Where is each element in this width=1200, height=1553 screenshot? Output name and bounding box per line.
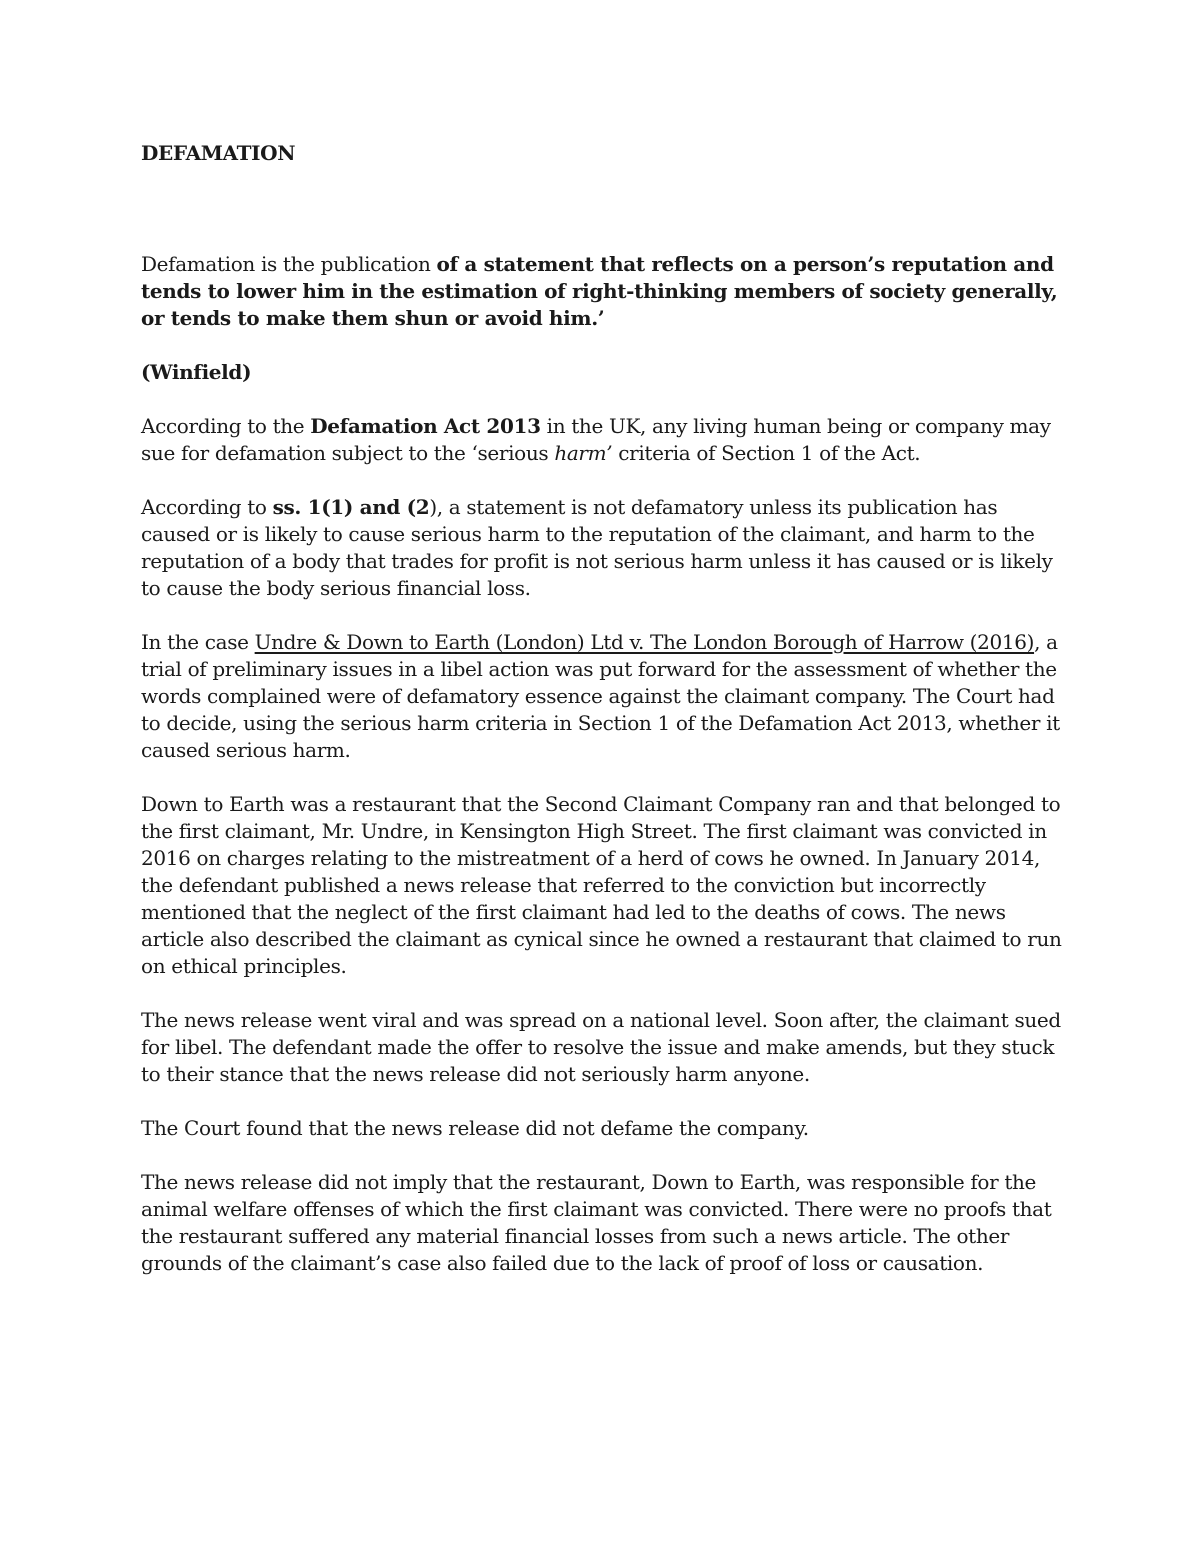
document-title: DEFAMATION [141, 141, 296, 165]
act-text-1: According to the [141, 414, 311, 438]
sections-paragraph [141, 494, 1066, 602]
definition-intro: Defamation is the publication [141, 252, 437, 276]
sections-reference: ss. 1(1) and (2 [272, 495, 430, 519]
attribution: (Winfield) [141, 360, 252, 384]
definition-paragraph [141, 251, 1066, 332]
case-text-1: In the case [141, 630, 255, 654]
act-text-2: in the UK, any living human being or company may sue for defamation subject to the ‘serious [141, 414, 1051, 465]
viral-paragraph: The news release went viral and was spread on a national level. Soon after, the claimant sued for libel. The defendant made the offer to resolve the issue and make amends, but they stuck to their stance that the news release did not seriously harm anyone. [141, 1008, 1061, 1086]
definition-quote: of a statement that reflects on a person’s reputation and tends to lower him in the estimation of right-thinking members of society generally, or tends to make them shun or avoid him.’ [141, 252, 1058, 330]
act-harm-term: harm’ [554, 441, 613, 465]
document-page [141, 140, 1066, 1277]
case-citation: Undre & Down to Earth (London) Ltd v. The London Borough of Harrow (2016) [254, 630, 1035, 654]
case-paragraph [141, 629, 1066, 764]
case-text-2: , a trial of preliminary issues in a libel action was put forward for the assessment of whether the words complained were of defamatory essence against the claimant company. The Court had to decide, using the serious harm criteria in Section 1 of the Defamation Act 2013, whether it caused serious harm. [141, 630, 1060, 762]
facts-paragraph: Down to Earth was a restaurant that the Second Claimant Company ran and that belonged to the first claimant, Mr. Undre, in Kensington High Street. The first claimant was convicted in 2016 on charges relating to the mistreatment of a herd of cows he owned. In January 2014, the defendant published a news release that referred to the conviction but incorrectly mentioned that the neglect of the first claimant had led to the deaths of cows. The news article also described the claimant as cynical since he owned a restaurant that claimed to run on ethical principles. [141, 792, 1062, 978]
act-name: Defamation Act 2013 [310, 414, 541, 438]
finding-paragraph: The Court found that the news release did not defame the company. [141, 1116, 809, 1140]
implication-paragraph: The news release did not imply that the restaurant, Down to Earth, was responsible for the animal welfare offenses of which the first claimant was convicted. There were no proofs that the restaurant suffered any material financial losses from such a news article. The other grounds of the claimant’s case also failed due to the lack of proof of loss or causation. [141, 1170, 1052, 1275]
sections-text-1: According to [141, 495, 273, 519]
act-paragraph [141, 413, 1066, 467]
act-text-3: criteria of Section 1 of the Act. [612, 441, 921, 465]
sections-text-2: ), a statement is not defamatory unless its publication has caused or is likely to cause serious harm to the reputation of the claimant, and harm to the reputation of a body that trades for profit is not serious harm unless it has caused or is likely to cause the body serious financial loss. [141, 495, 1053, 600]
